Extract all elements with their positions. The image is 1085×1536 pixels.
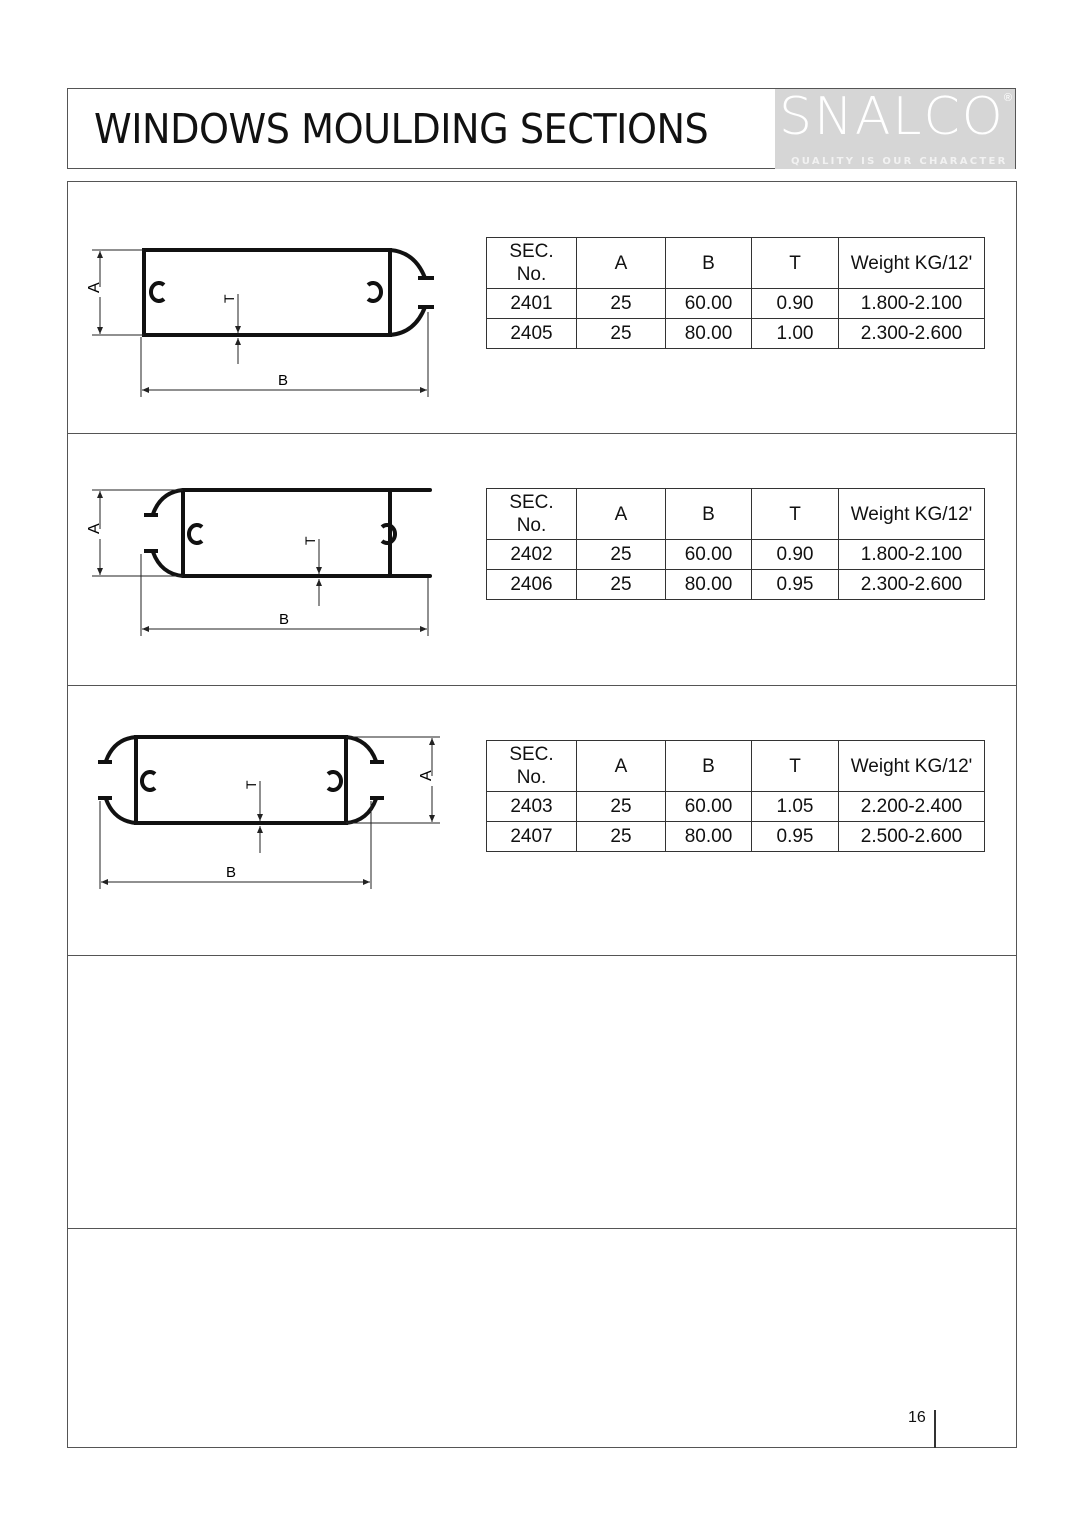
cell-b: 80.00 (666, 822, 752, 852)
cell-b: 80.00 (666, 319, 752, 349)
logo-wordmark: SNALCO (779, 87, 1005, 147)
table-row (487, 822, 985, 852)
header-b: B (666, 238, 752, 289)
page-number-divider (934, 1410, 936, 1448)
logo-tagline: QUALITY IS OUR CHARACTER (791, 156, 1008, 167)
section-2401-2405 (68, 182, 1016, 434)
cell-t: 1.00 (752, 319, 839, 349)
table-row (487, 289, 985, 319)
cell-sec-no: 2406 (487, 570, 577, 600)
table-row (487, 319, 985, 349)
dim-label-b: B (226, 864, 237, 881)
header-sec-no: SEC. No. (487, 741, 577, 792)
cell-weight: 2.300-2.600 (839, 319, 985, 349)
page-title: WINDOWS MOULDING SECTIONS (94, 105, 709, 153)
header-t: T (752, 741, 839, 792)
cell-sec-no: 2402 (487, 540, 577, 570)
header-weight: Weight KG/12' (839, 741, 985, 792)
cell-a: 25 (577, 570, 666, 600)
dim-label-b: B (278, 372, 289, 389)
brand-logo (775, 89, 1015, 169)
table-row (487, 570, 985, 600)
empty-section-5 (68, 1229, 1016, 1447)
spec-table (486, 237, 985, 349)
profile-drawing-single-right (78, 237, 458, 407)
header-t: T (752, 489, 839, 540)
cell-a: 25 (577, 792, 666, 822)
header-b: B (666, 489, 752, 540)
dim-label-t: T (302, 536, 318, 545)
header-weight: Weight KG/12' (839, 489, 985, 540)
section-2403-2407 (68, 686, 1016, 956)
cell-t: 0.90 (752, 289, 839, 319)
header-weight: Weight KG/12' (839, 238, 985, 289)
sections-frame (67, 181, 1017, 1448)
cell-sec-no: 2401 (487, 289, 577, 319)
cell-weight: 2.200-2.400 (839, 792, 985, 822)
header-b: B (666, 741, 752, 792)
page-number: 16 (908, 1409, 926, 1426)
dim-label-b: B (279, 611, 290, 628)
cell-a: 25 (577, 289, 666, 319)
table-header-row (487, 489, 985, 540)
cell-weight: 1.800-2.100 (839, 540, 985, 570)
table-header-row (487, 741, 985, 792)
header-sec-no: SEC. No. (487, 489, 577, 540)
cell-sec-no: 2403 (487, 792, 577, 822)
dim-label-t: T (243, 780, 259, 789)
cell-b: 60.00 (666, 540, 752, 570)
cell-a: 25 (577, 822, 666, 852)
header-sec-no: SEC. No. (487, 238, 577, 289)
cell-b: 80.00 (666, 570, 752, 600)
dim-label-a: A (418, 770, 435, 781)
cell-weight: 2.500-2.600 (839, 822, 985, 852)
page-header (67, 88, 1016, 169)
cell-sec-no: 2405 (487, 319, 577, 349)
section-2402-2406 (68, 434, 1016, 686)
cell-weight: 1.800-2.100 (839, 289, 985, 319)
cell-t: 0.95 (752, 570, 839, 600)
profile-drawing-double (88, 731, 458, 896)
registered-mark: ® (1003, 92, 1012, 104)
dim-label-a: A (86, 282, 103, 293)
table-row (487, 540, 985, 570)
table-row (487, 792, 985, 822)
profile-drawing-single-left (78, 484, 458, 644)
cell-b: 60.00 (666, 289, 752, 319)
cell-t: 0.90 (752, 540, 839, 570)
header-t: T (752, 238, 839, 289)
cell-a: 25 (577, 319, 666, 349)
cell-t: 0.95 (752, 822, 839, 852)
cell-sec-no: 2407 (487, 822, 577, 852)
dim-label-t: T (221, 294, 237, 303)
cell-weight: 2.300-2.600 (839, 570, 985, 600)
header-a: A (577, 489, 666, 540)
spec-table (486, 740, 985, 852)
cell-b: 60.00 (666, 792, 752, 822)
table-header-row (487, 238, 985, 289)
header-a: A (577, 741, 666, 792)
spec-table (486, 488, 985, 600)
header-a: A (577, 238, 666, 289)
empty-section-4 (68, 956, 1016, 1229)
cell-a: 25 (577, 540, 666, 570)
dim-label-a: A (86, 523, 103, 534)
cell-t: 1.05 (752, 792, 839, 822)
